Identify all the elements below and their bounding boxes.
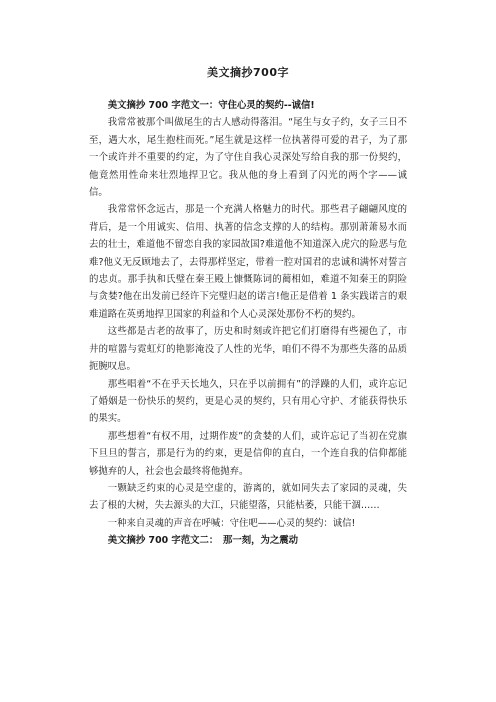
section-heading-2: 美文摘抄 700 字范文二： 那一刻，为之震动 xyxy=(107,535,298,547)
paragraph-4: 那些唱着“不在乎天长地久，只在乎以前拥有”的浮躁的人们，或许忘记了婚姻是一份快乐的契约，更是心灵的契约，只有用心守护、才能获得快乐的果实。 xyxy=(89,378,407,425)
paragraph-1: 我常常被那个叫做尾生的古人感动得落泪。“尾生与女子约，女子三日不至，遇大水，尾生抱柱而死。”尾生就是这样一位执著得可爱的君子，为了那一个或许并不重要的约定，为了守住自我心灵深处写给自我的那一份契约，他竟然用性命来壮烈地捍卫它。我从他的身上看到了闪光的两个字——诚信。 xyxy=(89,117,407,199)
paragraph-5: 那些想着“有权不用，过期作废”的贪婪的人们，或许忘记了当初在党旗下旦旦的誓言，那是行为的约束，更是信仰的直白，一个连自我的信仰都能够抛弃的人，社会也会最终将他抛弃。 xyxy=(89,430,407,477)
document-body xyxy=(89,97,407,550)
document-title: 美文摘抄700字 xyxy=(207,66,289,79)
paragraph-3: 这些都是古老的故事了，历史和时刻或许把它们打磨得有些褪色了，市井的喧嚣与霓虹灯的艳影淹没了人性的光华，咱们不得不为那些失落的品质扼腕叹息。 xyxy=(89,326,407,373)
paragraph-6: 一颗缺乏约束的心灵是空虚的，游离的，就如同失去了家园的灵魂，失去了根的大树，失去源头的大江，只能望落，只能枯萎，只能干涸…… xyxy=(89,482,407,512)
paragraph-2: 我常常怀念远古，那是一个充满人格魅力的时代。那些君子翩翩风度的背后，是一个用诚实、信用、执著的信念支撑的人的结构。那别萧萧易水而去的壮士，难道他不留恋自我的家园故国?难道他不知道深入虎穴的险恶与危难?他义无反顾地去了，去得那样坚定，带着一腔对国君的忠诚和满怀对誓言的忠贞。那手执和氏璧在秦王殿上慷慨陈词的蔺相如，难道不知秦王的阴险与贪婪?他在出发前已经许下完璧归赵的诺言!他正是借着 1 条实践诺言的艰难道路在英勇地捍卫国家的利益和个人心灵深处那份不朽的契约。 xyxy=(89,204,407,320)
section-heading-1: 美文摘抄 700 字范文一：守住心灵的契约--诚信! xyxy=(107,100,315,111)
closing-slogan: 一种来自灵魂的声音在呼喊：守住吧——心灵的契约：诚信! xyxy=(107,517,356,529)
